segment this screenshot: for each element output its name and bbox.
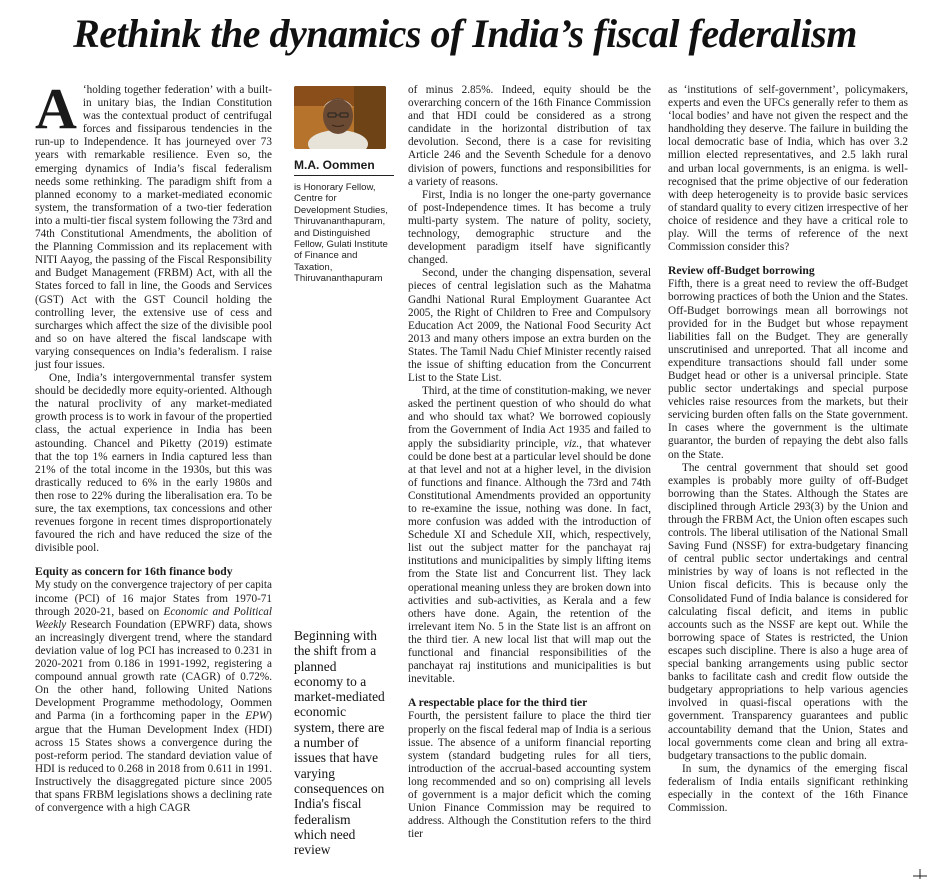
author-photo [294, 86, 386, 149]
latin-term: viz. [563, 437, 580, 450]
publication-abbrev: EPW [245, 710, 269, 723]
section-heading: Equity as concern for 16th finance body [35, 565, 233, 579]
paragraph: of minus 2.85%. Indeed, equity should be the overarching concern of the 16th Finance Commission and that HDI could be considered as a strong candidate in the horizontal distribution of tax devolution. Second, there is a case for revisiting Article 246 and the Seventh Schedule for a denovo division of powers, functions and responsibilities for a variety of reasons. [408, 84, 651, 188]
paragraph: as ‘institutions of self-government’, policymakers, experts and even the UFCs generally refer to them as ‘local bodies’ and have not given the respect and the handholding they deserve. The failure in building the local democratic base of India, which has over 3.2 million elected representatives, and 2.5 lakh rural and urban local governments, is an enigma. is well-recognised that the prime objective of our federation with deep heterogeneity is to provide basic services of standard quality to every citizen irrespective of her choice of residence and they have a critical role to play. Will the terms of reference of the next Commission consider this? [668, 84, 908, 254]
paragraph: Fifth, there is a great need to review the off-Budget borrowing practices of both the Union and the States. Off-Budget borrowings mean all borrowings not provided for in the Budget but whose repayment liabilities fall on the Budget. They are generally unscrutinised and unreported. That all income and expenditure transactions should fall under some Budget head or other is a universal principle. State public sector undertakings and special purpose vehicles raise resources from the markets, but their servicing burden often falls on the State government. In cases where the government is the ultimate guarantor, the burden of repaying the debt also falls on the State. [668, 278, 908, 461]
paragraph: Fourth, the persistent failure to place the third tier properly on the fiscal federal map of India is a serious issue. The absence of a uniform financial reporting system (standard budgeting rules for all tiers, introduction of the accrual-based accounting system long recommended and so on) comprising all levels of government is a major deficit which the coming Union Finance Commission may be required to address. Although the Constitution refers to the third tier [408, 710, 651, 841]
section-heading: A respectable place for the third tier [408, 696, 588, 710]
author-bio: is Honorary Fellow, Centre for Development Studies, Thiruvananthapuram, and Distinguished Fellow, Gulati Institute of Finance and Taxation, Thiruvananthapuram [294, 182, 388, 285]
article-column-1 [35, 76, 272, 815]
pull-quote: Beginning with the shift from a planned economy to a market-mediated economic system, there are a number of issues that have varying consequences on India's fiscal federalism which need review [294, 628, 385, 858]
crop-mark-icon [913, 869, 927, 879]
section-heading: Review off-Budget borrowing [668, 264, 815, 278]
paragraph: One, India’s intergovernmental transfer system should be decidedly more equity-oriented. Although the natural proclivity of any market-mediated growth process is to work in favour of the propertied class, the actual experience in India has been astounding. Chancel and Piketty (2019) estimate that the top 1% earners in India captured less than 21% of the total income in the 1930s, but this was drastically reduced to 6% in the early 1980s and then rose to 22% during the liberalisation era. To be sure, the tax exemptions, tax concessions and other revenues forgone in recent times disproportionately favoured the rich and have reduced the size of the divisible pool. [35, 372, 272, 555]
headline: Rethink the dynamics of India’s fiscal federalism [73, 11, 857, 56]
paragraph: Second, under the changing dispensation, several pieces of central legislation such as the Mahatma Gandhi National Rural Employment Guarantee Act 2005, the Right of Children to Free and Compulsory Education Act 2009, the National Food Security Act 2013 and many others impose an extra burden on the States. The Tamil Nadu Chief Minister recently raised the issue of shifting education from the Concurrent List to the State List. [408, 267, 651, 385]
paragraph: In sum, the dynamics of the emerging fiscal federalism of India entails significant rethinking especially in the context of the 16th Finance Commission. [668, 762, 908, 815]
paragraph: Third, at the time of constitution-making, we never asked the pertinent question of who should do what and who should tax what? We borrowed copiously from the Government of India Act 1935 and failed to apply the subsidiarity principle, viz., that whatever could be done best at a particular level should be done at that level and not at a higher level, in the division of functions and finance. Although the 73rd and 74th Constitutional Amendments provided an opportunity to re-examine the issue, nothing was done. In fact, more confusion was added with the introduction of Schedule XI and Schedule XII, which, respectively, list out the subject matter for the panchayat raj institutions and municipalities by simply lifting items from the State list and Concurrent list. They lack operational meaning unless they are broken down into activities and sub-activities, as Kerala and a few others have done. Again, the retention of the irrelevant item No. 5 in the State list is an affront on the third tier. A new local list that will map out the functional and financial responsibilities of the panchayat raj institutions and municipalities is but inevitable. [408, 385, 651, 686]
author-name: M.A. Oommen [294, 158, 394, 176]
drop-cap: A [35, 76, 77, 141]
opening-paragraph [35, 76, 272, 372]
paragraph: My study on the convergence trajectory of per capita income (PCI) of 16 major States from 1970-71 through 2020-21, based on Economic and Political Weekly Research Foundation (EPWRF) data, shows an increasingly divergent trend, where the standard deviation value of log PCI has increased to 0.231 in 2020-2021 from 0.186 in 1991-1992, registering a compound annual growth rate (CAGR) of 0.72%. On the other hand, following United Nations Development Programme methodology, Oommen and Parma (in a forthcoming paper in the EPW) argue that the Human Development Index (HDI) across 15 States shows a convergence during the post-reform period. The standard deviation value of HDI is reduced to 0.268 in 2018 from 0.611 in 1991. Instructively the disaggregated picture since 2005 that spans FRBM legislations shows a declining rate of convergence with a high CAGR [35, 579, 272, 815]
author-portrait-image [294, 86, 386, 149]
opening-text: ‘holding together federation’ with a built-in unitary bias, the Indian Constitution was the contextual product of centrifugal forces and fissiparous tendencies in the run-up to Independence. It has journeyed over 73 years with remarkable resilience. Even so, the emerging dynamics of India’s fiscal federalism needs some rethinking. The paradigm shift from a planned economy to a market-mediated economic system, the transformation of a two-tier federation into a multi-tier fiscal system following the 73rd and 74th Constitutional Amendments, the abolition of the Planning Commission and its replacement with NITI Aayog, the passing of the Fiscal Responsibility and Budget Management (FRBM) Act, with all the States forced to fall in line, the Goods and Services (GST) Act with the GST Council holding the controlling lever, the extensive use of cess and surcharges which affect the size of the divisible pool and so on have altered the fiscal landscape with varying consequences on India’s federalism. I raise just four issues. [35, 84, 272, 371]
article-column-4 [668, 84, 908, 815]
publication-name: Economic and Political Weekly [35, 605, 272, 631]
paragraph: First, India is no longer the one-party governance of post-Independence times. It has become a truly multi-party system. The nature of polity, society, technology, demographic structure and the development paradigm itself have significantly changed. [408, 188, 651, 267]
paragraph: The central government that should set good examples is probably more guilty of off-Budget borrowing than the States. Although the States are disciplined through Article 293(3) by the Union and through the FRBM Act, the Union often escapes such controls. The liberal utilisation of the National Small Saving Fund (NSSF) for extra-budgetary financing of central public sector undertakings and central ministries by way of loans is not reflected in the Union fiscal deficits. This is because only the Consolidated Fund of India balance is considered for calculating fiscal deficit, and items in public accounts such as the NSSF are kept out. While the borrowing space of States is restricted, the Union escapes such discipline. There is also a huge area of special banking arrangements using public sector banks to facilitate cash and credit flow outside the budgetary appropriations to help various agencies involved in quasi-fiscal operations with the government. Transparency guarantees and public accountability demand that the Union, States and local governments come clean and bring all extra-budgetary transactions to the public domain. [668, 461, 908, 762]
article-column-3 [408, 84, 651, 841]
